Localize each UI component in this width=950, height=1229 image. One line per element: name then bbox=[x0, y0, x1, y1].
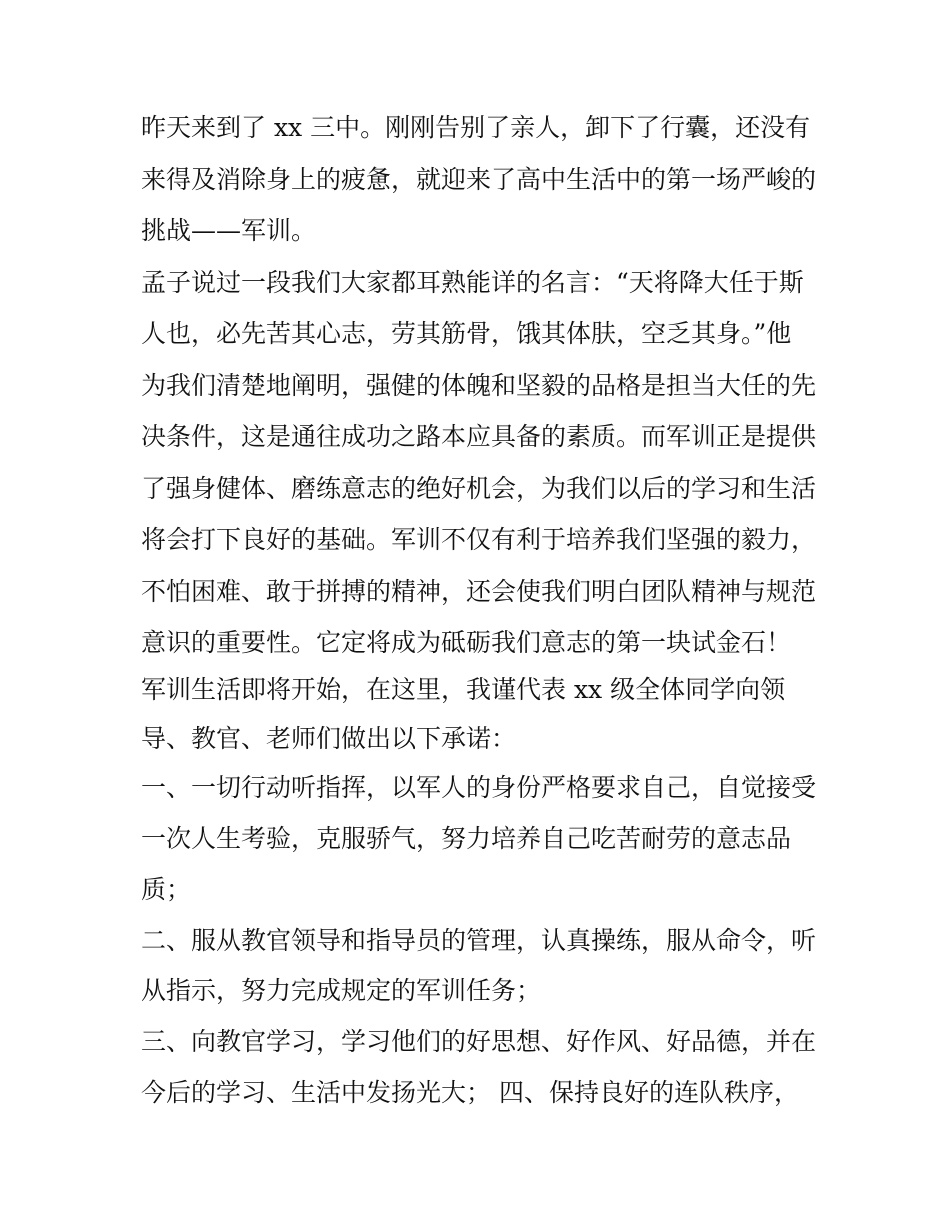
text-line: 军训生活即将开始，在这里，我谨代表 xx 级全体同学向领 bbox=[141, 675, 786, 704]
text-line: 质； bbox=[141, 875, 192, 904]
text-line: 来得及消除身上的疲惫，就迎来了高中生活中的第一场严峻的 bbox=[141, 165, 817, 194]
text-line: 人也，必先苦其心志，劳其筋骨，饿其体肤，空乏其身。”他 bbox=[141, 319, 792, 348]
text-line: 昨天来到了 xx 三中。刚刚告别了亲人，卸下了行囊，还没有 bbox=[141, 113, 811, 142]
text-line: 了强身健体、磨练意志的绝好机会，为我们以后的学习和生活 bbox=[141, 474, 817, 503]
text-line: 决条件，这是通往成功之路本应具备的素质。而军训正是提供 bbox=[141, 422, 817, 451]
text-line: 三、向教官学习，学习他们的好思想、好作风、好品德，并在 bbox=[141, 1027, 817, 1056]
text-line: 导、教官、老师们做出以下承诺： bbox=[141, 724, 517, 753]
text-line: 意识的重要性。它定将成为砥砺我们意志的第一块试金石！ bbox=[141, 628, 792, 657]
text-line: 今后的学习、生活中发扬光大； 四、保持良好的连队秩序， bbox=[141, 1078, 799, 1107]
text-line: 二、服从教官领导和指导员的管理，认真操练，服从命令，听 bbox=[141, 926, 817, 955]
text-line: 挑战——军训。 bbox=[141, 216, 317, 245]
text-line: 不怕困难、敢于拼搏的精神，还会使我们明白团队精神与规范 bbox=[141, 577, 817, 606]
text-line: 孟子说过一段我们大家都耳熟能详的名言：“天将降大任于斯 bbox=[141, 268, 804, 297]
text-line: 一、一切行动听指挥，以军人的身份严格要求自己，自觉接受 bbox=[141, 773, 817, 802]
text-line: 将会打下良好的基础。军训不仅有利于培养我们坚强的毅力， bbox=[141, 525, 817, 554]
text-line: 一次人生考验，克服骄气，努力培养自己吃苦耐劳的意志品 bbox=[141, 824, 792, 853]
text-line: 从指示，努力完成规定的军训任务； bbox=[141, 976, 542, 1005]
text-line: 为我们清楚地阐明，强健的体魄和坚毅的品格是担当大任的先 bbox=[141, 371, 817, 400]
